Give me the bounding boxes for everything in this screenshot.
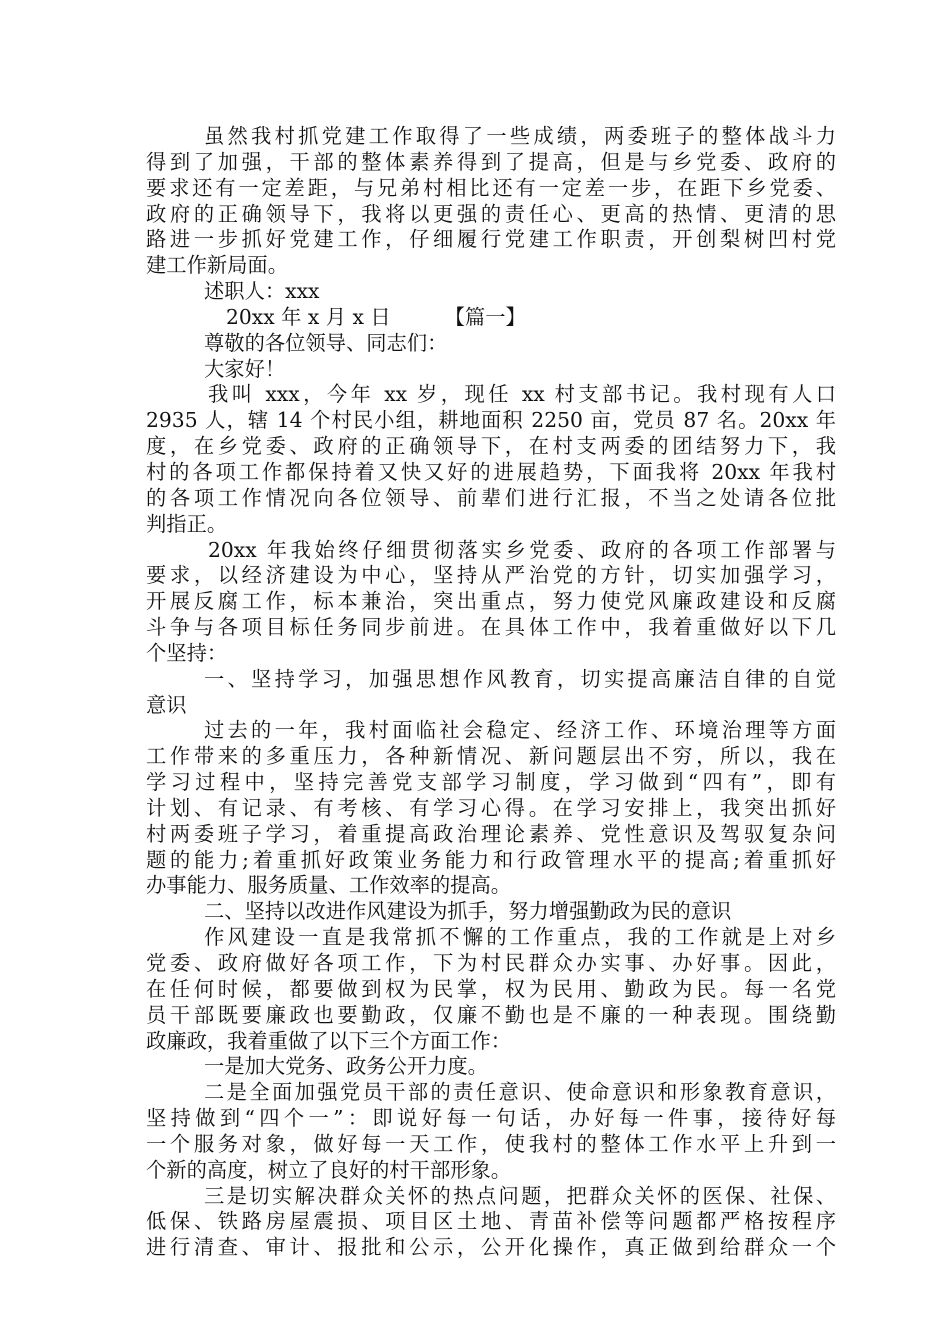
greeting: 尊敬的各位领导、同志们： (204, 330, 448, 355)
paragraph-overview (146, 538, 836, 667)
text-line: 判指正。 (146, 511, 228, 536)
text-line: 进行清查、审计、报批和公示，公开化操作，真正做到给群众一个 (146, 1235, 836, 1260)
text-line: 得到了加强，干部的整体素养得到了提高，但是与乡党委、政府的 (146, 149, 836, 174)
text-line: 学习过程中，坚持完善党支部学习制度，学习做到“四有”，即有 (146, 770, 836, 795)
text-line: 意识 (146, 692, 187, 717)
text-line: 员干部既要廉政也要勤政，仅廉不勤也是不廉的一种表现。围绕勤 (146, 1002, 836, 1027)
section-tag: 【篇一】 (444, 304, 526, 329)
text-line: 政府的正确领导下，我将以更强的责任心、更高的热情、更清的思 (146, 201, 836, 226)
text-line: 路进一步抓好党建工作，仔细履行党建工作职责，开创梨树凹村党 (146, 227, 836, 252)
text-line: 工作带来的多重压力，各种新情况、新问题层出不穷，所以，我在 (146, 744, 836, 769)
text-line: 坚持做到“四个一”：即说好每一句话，办好每一件事，接待好每 (146, 1106, 836, 1131)
text-line: 开展反腐工作，标本兼治，突出重点，努力使党风廉政建设和反腐 (146, 589, 836, 614)
signature-label: 述职人：xxx (204, 279, 320, 304)
list-item-1 (146, 1054, 836, 1080)
text-line: 二、坚持以改进作风建设为抓手，努力增强勤政为民的意识 (204, 899, 732, 924)
text-line: 在任何时候，都要做到权为民掌，权为民用、勤政为民。每一名党 (146, 976, 836, 1001)
signature-date-line (146, 305, 836, 331)
text-line: 要求，以经济建设为中心，坚持从严治党的方针，切实加强学习， (146, 563, 836, 588)
text-line: 过去的一年，我村面临社会稳定、经济工作、环境治理等方面 (204, 718, 836, 743)
text-line: 三是切实解决群众关怀的热点问题，把群众关怀的医保、社保、 (204, 1183, 836, 1208)
section-heading-2 (146, 899, 836, 925)
text-line: 低保、铁路房屋震损、项目区土地、青苗补偿等问题都严格按程序 (146, 1209, 836, 1234)
text-line: 二是全面加强党员干部的责任意识、使命意识和形象教育意识， (204, 1080, 836, 1105)
text-line: 20xx 年我始终仔细贯彻落实乡党委、政府的各项工作部署与 (208, 537, 836, 562)
text-line: 计划、有记录、有考核、有学习心得。在学习安排上，我突出抓好 (146, 795, 836, 820)
text-line: 村的各项工作都保持着又快又好的进展趋势，下面我将 20xx 年我村 (146, 459, 836, 484)
paragraph-intro (146, 382, 836, 537)
text-line: 2935 人，辖 14 个村民小组，耕地面积 2250 亩，党员 87 名。20xx 年 (146, 408, 836, 433)
text-line: 个新的高度，树立了良好的村干部形象。 (146, 1157, 512, 1182)
text-line: 办事能力、服务质量、工作效率的提高。 (146, 873, 512, 898)
text-line: 我叫 xxx，今年 xx 岁，现任 xx 村支部书记。我村现有人口 (208, 382, 836, 407)
text-line: 虽然我村抓党建工作取得了一些成绩，两委班子的整体战斗力 (204, 124, 836, 148)
text-line: 要求还有一定差距，与兄弟村相比还有一定差一步，在距下乡党委、 (146, 175, 836, 200)
text-line: 党委、政府做好各项工作，下为村民群众办实事、办好事。因此， (146, 951, 836, 975)
text-line: 政廉政，我着重做了以下三个方面工作： (146, 1028, 512, 1053)
text-line: 个坚持： (146, 640, 228, 665)
text-line: 度，在乡党委、政府的正确领导下，在村支两委的团结努力下，我 (146, 434, 836, 459)
paragraph-style (146, 925, 836, 1054)
document-page (146, 124, 836, 1261)
paragraph-closing (146, 124, 836, 279)
text-line: 村两委班子学习，着重提高政治理论素养、党性意识及驾驭复杂问 (146, 821, 836, 846)
text-line: 一个服务对象，做好每一天工作，使我村的整体工作水平上升到一 (146, 1131, 836, 1156)
text-line: 的各项工作情况向各位领导、前辈们进行汇报，不当之处请各位批 (146, 485, 836, 510)
text-line: 建工作新局面。 (146, 253, 288, 278)
list-item-2 (146, 1080, 836, 1183)
paragraph-study (146, 718, 836, 899)
text-line: 一、坚持学习，加强思想作风教育，切实提高廉洁自律的自觉 (204, 666, 836, 691)
hello: 大家好！ (204, 356, 286, 381)
text-line: 作风建设一直是我常抓不懈的工作重点，我的工作就是上对乡 (204, 925, 836, 950)
signature-date: 20xx 年 x 月 x 日 (226, 304, 391, 329)
text-line: 一是加大党务、政务公开力度。 (204, 1054, 488, 1079)
text-line: 斗争与各项目标任务同步前进。在具体工作中，我着重做好以下几 (146, 615, 836, 640)
section-heading-1 (146, 667, 836, 719)
list-item-3 (146, 1184, 836, 1262)
text-line: 题的能力;着重抓好政策业务能力和行政管理水平的提高;着重抓好 (146, 847, 836, 872)
